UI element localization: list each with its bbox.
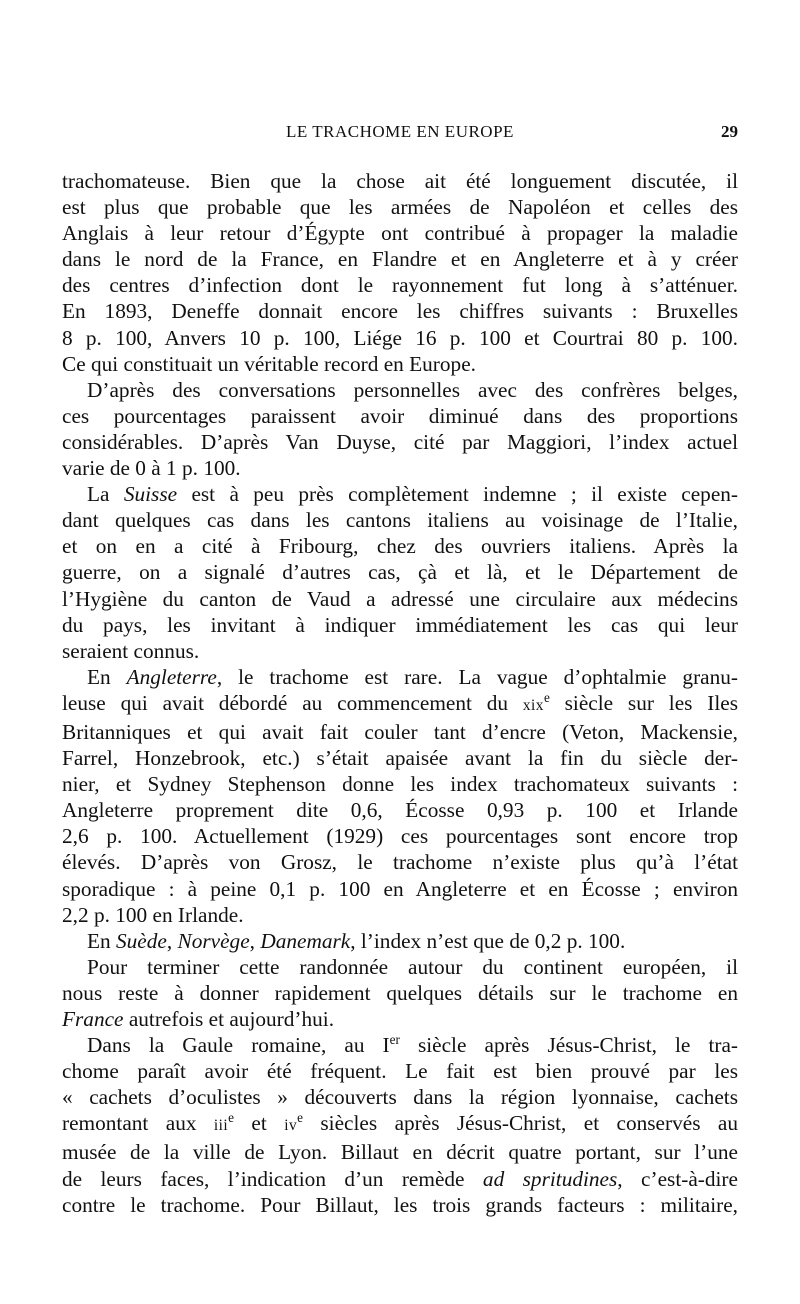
text-line: guerre, on a signalé d’autres cas, çà et là, et le Département de <box>62 560 738 585</box>
text-line: nier, et Sydney Stephenson donne les index trachomateux suivants : <box>62 772 738 797</box>
text-line: chome paraît avoir été fréquent. Le fait est bien prouvé par les <box>62 1059 738 1084</box>
country-name: Angleterre <box>126 664 217 689</box>
text-line: du pays, les invitant à indiquer immédiatement les cas qui leur <box>62 612 738 637</box>
text-line: Ce qui constituait un véritable record en Europe. <box>62 351 476 376</box>
text-line: La Suisse est à peu près complètement indemne ; il existe cepen- <box>87 482 739 507</box>
running-title: LE TRACHOME EN EUROPE <box>286 122 514 141</box>
text-line: est plus que probable que les armées de Napoléon et celles des <box>62 195 738 220</box>
body-text <box>62 168 738 1218</box>
text-line: des centres d’infection dont le rayonnement fut long à s’atténuer. <box>62 273 738 298</box>
text-line: considérables. D’après Van Duyse, cité par Maggiori, l’index actuel <box>62 429 738 454</box>
text-line: musée de la ville de Lyon. Billaut en décrit quatre portant, sur l’une <box>62 1140 738 1165</box>
text-line: Britanniques et qui avait fait couler tant d’encre (Veton, Mackensie, <box>62 719 738 744</box>
text-line: D’après des conversations personnelles avec des confrères belges, <box>87 377 738 402</box>
text-line: Angleterre proprement dite 0,6, Écosse 0,93 p. 100 et Irlande <box>62 798 738 823</box>
latin-phrase: ad spritudines <box>482 1166 618 1191</box>
text-line: remontant aux iii$^e$ et $iv^e$ siècles après Jésus-Christ, et conservés au <box>62 1110 738 1136</box>
text-line: l’Hygiène du canton de Vaud a adressé une circulaire aux médecins <box>62 586 738 611</box>
text-line: Dans la Gaule romaine, au Ier siècle après Jésus-Christ, le tra- <box>87 1032 738 1058</box>
text-line: « cachets d’oculistes » découverts dans la région lyonnaise, cachets <box>62 1085 738 1110</box>
text-line: sporadique : à peine 0,1 p. 100 en Angleterre et en Écosse ; environ <box>62 876 738 901</box>
text-line: 2,2 p. 100 en Irlande. <box>62 902 244 927</box>
text-line: contre le trachome. Pour Billaut, les trois grands facteurs : militaire, <box>62 1192 738 1217</box>
text-line: et on en a cité à Fribourg, chez des ouvriers italiens. Après la <box>62 534 738 559</box>
text-line: 8 p. 100, Anvers 10 p. 100, Liége 16 p. 100 et Courtrai 80 p. 100. <box>62 325 738 350</box>
text-line: En 1893, Deneffe donnait encore les chiffres suivants : Bruxelles <box>62 299 738 324</box>
country-name: France <box>62 1007 124 1031</box>
text-line: de leurs faces, l’indication d’un remède ad spritudines, c’est-à-dire <box>62 1166 738 1191</box>
text-line: dant quelques cas dans les cantons italiens au voisinage de l’Italie, <box>62 508 738 533</box>
text-line: trachomateuse. Bien que la chose ait été longuement discutée, il <box>62 169 738 193</box>
running-header <box>62 122 738 146</box>
country-name: Norvège <box>177 928 250 953</box>
text-line: Anglais à leur retour d’Égypte ont contribué à propager la maladie <box>62 221 738 246</box>
text-line: varie de 0 à 1 p. 100. <box>62 456 241 481</box>
page-number: 29 <box>721 122 738 141</box>
text-line: dans le nord de la France, en Flandre et en Angleterre et à y créer <box>62 247 738 272</box>
text-line: 2,6 p. 100. Actuellement (1929) ces pourcentages sont encore trop <box>62 824 738 849</box>
country-name: Suède <box>116 928 167 953</box>
text-line: Farrel, Honzebrook, etc.) s’était apaisée avant la fin du siècle der- <box>62 746 738 771</box>
country-name: Suisse <box>123 482 178 507</box>
text-line: France autrefois et aujourd’hui. <box>62 1007 335 1031</box>
text-line: ces pourcentages paraissent avoir diminué dans des proportions <box>62 403 738 428</box>
text-line: En Suède, Norvège, Danemark, l’index n’est que de 0,2 p. 100. <box>87 928 626 953</box>
text-line: En Angleterre, le trachome est rare. La vague d’ophtalmie granu- <box>87 664 739 689</box>
text-line: seraient connus. <box>62 638 200 663</box>
text-line: leuse qui avait débordé au commencement du xix$^e$ siècle sur les Iles <box>62 689 738 715</box>
country-name: Danemark <box>260 928 351 953</box>
text-line: élevés. D’après von Grosz, le trachome n’existe plus qu’à l’état <box>62 850 738 875</box>
text-line: nous reste à donner rapidement quelques détails sur le trachome en <box>62 980 738 1005</box>
text-line: Pour terminer cette randonnée autour du continent européen, il <box>87 954 738 979</box>
